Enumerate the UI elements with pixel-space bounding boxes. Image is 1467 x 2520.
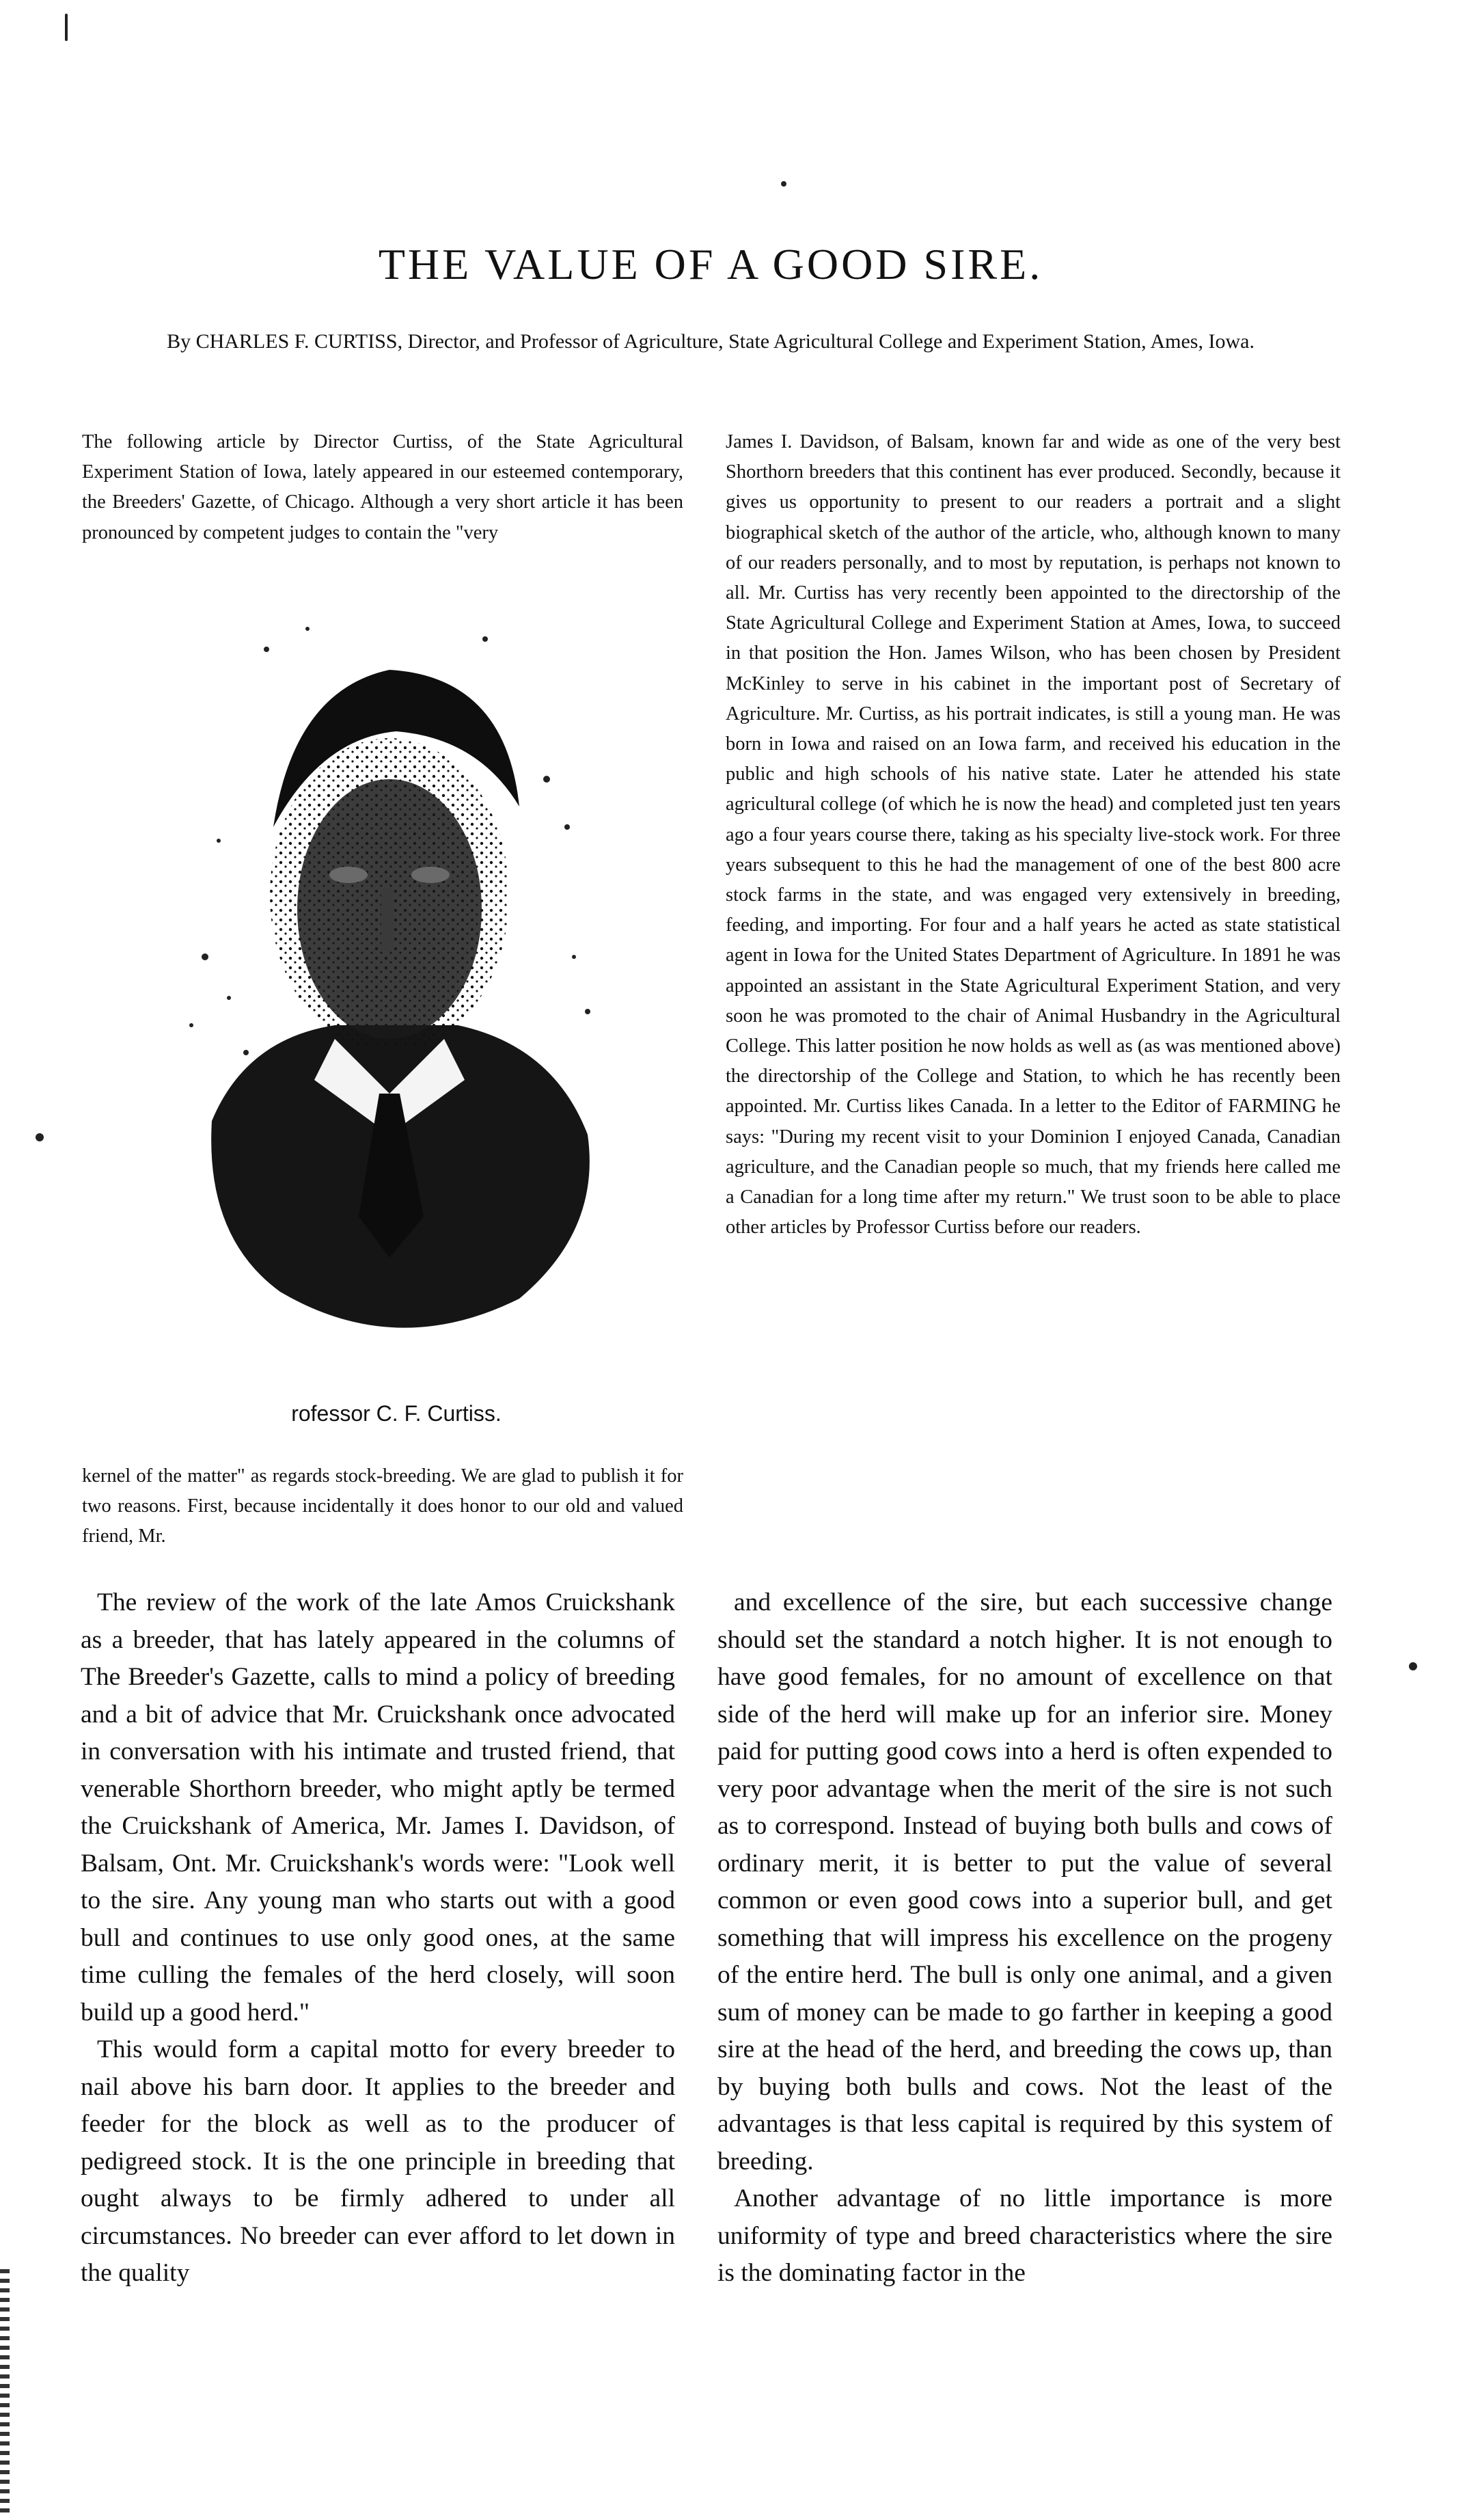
intro-left-top: The following article by Director Curtiss, of the State Agricultural Experiment Station of Iowa, lately appeared in our esteemed contemporary, the Breeders' Gazette, of Chicago. Although a very short article it has been pronounced by competent judges to contain the "very (82, 431, 683, 543)
binding-edge-artifact (0, 2269, 10, 2515)
scan-speck (36, 1133, 44, 1141)
article-paragraph: The review of the work of the late Amos Cruickshank as a breeder, that has lately appeared in the columns of The Breeder's Gazette, calls to mind a policy of breeding and a bit of advice that Mr. Cruickshank once advocated in conversation with his intimate and trusted friend, that venerable Shorthorn breeder, who might aptly be termed the Cruickshank of America, Mr. James I. Davidson, of Balsam, Ont. Mr. Cruickshank's words were: "Look well to the sire. Any young man who starts out with a good bull and continues to use only good ones, at the same time culling the females of the herd closely, will soon build up a good herd." (81, 1588, 675, 2027)
article-right-column (717, 1584, 1332, 2292)
scan-speck (781, 181, 786, 187)
article-title: THE VALUE OF A GOOD SIRE. (378, 240, 1043, 288)
intro-right-column: James I. Davidson, of Balsam, known far and wide as one of the very best Shorthorn breeders that this continent has ever produced. Secondly, because it gives us opportunity to present to our readers a portrait and a slight biographical sketch of the author of the article, who, although known to many of our readers personally, and to most by reputation, is perhaps not known to all. Mr. Curtiss has very recently been appointed to the directorship of the State Agricultural College and Experiment Station at Ames, Iowa, to succeed in that position the Hon. James Wilson, who has been chosen by President McKinley to serve in his cabinet in the important post of Secretary of Agriculture. Mr. Curtiss, as his portrait indicates, is still a young man. He was born in Iowa and raised on an Iowa farm, and received his education in the public and high schools of his native state. Later he attended his state agricultural college (of which he is now the head) and completed just ten years ago a four years course there, taking as his specialty live-stock work. For three years subsequent to this he had the management of one of the best 800 acre stock farms in the state, and was engaged very extensively in breeding, feeding, and importing. For four and a half years he acted as state statistical agent in Iowa for the United States Department of Agriculture. In 1891 he was appointed an assistant in the State Agricultural Experiment Station, and very soon he was promoted to the chair of Animal Husbandry in the Agricultural College. This latter position he now holds as well as (as was mentioned above) the directorship of the College and Station, to which he has recently been appointed. Mr. Curtiss likes Canada. In a letter to the Editor of FARMING he says: "During my recent visit to your Dominion I enjoyed Canada, Canadian agriculture, and the Canadian people so much, that my friends here called me a Canadian for a long time after my return." We trust soon to be able to place other articles by Professor Curtiss before our readers. (726, 431, 1341, 1238)
article-paragraph: Another advantage of no little importance is more uniformity of type and breed characteristics where the sire is the dominating factor in the (717, 2184, 1332, 2287)
byline: By CHARLES F. CURTISS, Director, and Professor of Agriculture, State Agricultural College and Experiment Station, Ames, Iowa. (167, 330, 1255, 353)
article-paragraph: This would form a capital motto for every breeder to nail above his barn door. It applies to the breeder and feeder for the block as well as to the producer of pedigreed stock. It is the one principle in breeding that ought always to be firmly adhered to under all circumstances. No breeder can ever afford to let down in the quality (81, 2035, 675, 2287)
article-left-column (81, 1584, 675, 2292)
article-paragraph: and excellence of the sire, but each successive change should set the standard a notch higher. It is not enough to have good females, for no amount of excellence on that side of the herd will make up for an inferior sire. Money paid for putting good cows into a herd is often expended to very poor advantage when the merit of the sire is not such as to correspond. Instead of buying both bulls and cows of ordinary merit, it is better to put the value of several common or even good cows into a superior bull, and get something that will impress his excellence on the progeny of the entire herd. The bull is only one animal, and a given sum of money can be made to go farther in keeping a good sire at the head of the herd, and breeding the cows up, than by buying both bulls and cows. Not the least of the advantages is that less capital is required by this system of breeding. (717, 1588, 1332, 2176)
portrait-caption: rofessor C. F. Curtiss. (291, 1401, 502, 1426)
scan-speck (1409, 1662, 1417, 1670)
portrait-engraving (164, 601, 629, 1374)
scan-speck (65, 14, 68, 41)
intro-left-bottom: kernel of the matter" as regards stock-breeding. We are glad to publish it for two reasons. First, because incidentally it does honor to our old and valued friend, Mr. (82, 1465, 683, 1547)
